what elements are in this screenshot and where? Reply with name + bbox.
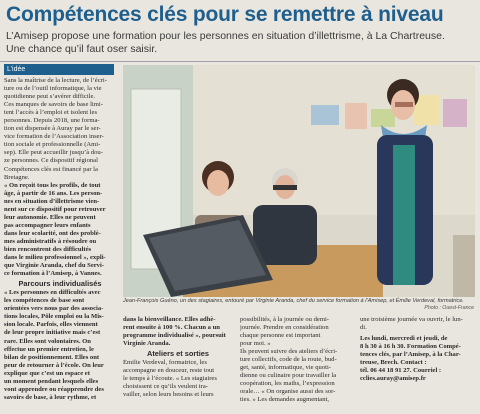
text-line: un moment pendant lesquels elles — [4, 377, 99, 385]
text-line: Sans la maîtrise de la lecture, de l’écri- — [4, 77, 107, 84]
standfirst-line-2: Une chance qu’il faut oser saisir. — [6, 43, 158, 55]
text-line: vice formation de l’Association inser- — [4, 133, 104, 141]
text-line: sep). Elle peut accueillir jusqu’à dou- — [4, 149, 103, 157]
text-line: bilan de positionnement. Elles ont — [4, 353, 100, 361]
text-line: tions locales, Pôle emploi ou la Mis- — [4, 313, 104, 321]
standfirst-line-1: L’Amisep propose une formation pour les personnes en situation d’illettrisme, à La Chartreuse. — [6, 30, 445, 42]
text-line: vont apprendre ou réapprendre des — [4, 385, 104, 393]
text-line: 8 h 30 à 16 h 30. Formation Compé- — [360, 343, 461, 351]
subhead-ateliers: Ateliers et sorties — [146, 349, 210, 359]
text-line: explique que c’est un espace et — [4, 369, 90, 377]
text-line: ze personnes. Ce dispositif régional — [4, 157, 98, 165]
text-line: dans leur scolarité, ont des problè- — [4, 229, 101, 237]
text-line: les compétences de base sont — [4, 297, 85, 305]
text-line: Compétences clés est financé par la — [4, 165, 98, 173]
text-line: get, santé, informatique, vie quoti- — [240, 364, 332, 372]
column-4-body — [360, 316, 474, 332]
text-line: de leur propre initiative mais c’est — [4, 329, 101, 337]
text-line: journée. Prendre en considération — [240, 324, 329, 332]
column-2-body-2 — [123, 359, 233, 399]
text-line: tences clés, par l’Amisep, à la Char- — [360, 351, 461, 359]
column-1 — [4, 77, 116, 411]
header-rule — [0, 61, 480, 62]
text-line: que Virginie Aranda, chef du Servi- — [4, 262, 105, 270]
column-3-body — [240, 316, 352, 405]
text-line: bien rencontrent des difficultés — [4, 245, 92, 253]
text-line: Ces manques de savoirs de base limi- — [4, 101, 103, 109]
text-line: Bretagne. — [4, 173, 30, 181]
text-line: dans le milieu professionnel », expli- — [4, 254, 106, 262]
text-line: di. — [360, 324, 367, 332]
text-line: Émilie Verdeval, formatrice, les — [123, 359, 207, 367]
text-line: dans la bienveillance. Elles adhè- — [123, 316, 216, 323]
text-line: rare. Elles sont volontaires. On — [4, 337, 91, 345]
text-line: le temps à l’écoute. « Les stagiaires — [123, 375, 217, 383]
text-line: coopération, les maths, l’expression — [240, 380, 335, 388]
text-line: choisissent ce qu’ils veulent tra- — [123, 383, 208, 391]
text-line: mes administratifs à résoudre ou — [4, 237, 97, 245]
text-line: chaque personne est important — [240, 332, 321, 340]
text-line: treuse, Brech. Contact : — [360, 359, 427, 367]
aside-body-2 — [4, 289, 116, 402]
text-line: ties. » Les demandes augmentant, — [240, 396, 329, 404]
text-line: pas accompagner leurs enfants — [4, 221, 91, 229]
text-line: nes en situation d’illettrisme vien- — [4, 197, 100, 205]
column-4 — [360, 316, 474, 412]
text-line: vailler, selon leurs besoins et leurs — [123, 391, 214, 399]
text-line: tion sociale et professionnelle (Ami- — [4, 141, 101, 149]
text-line: dienne ou culinaire pour travailler la — [240, 372, 337, 380]
headline: Compétences clés pour se remettre à niveau — [6, 3, 444, 26]
text-line: « Les personnes en difficultés avec — [4, 289, 101, 297]
text-line: âge, à partir de 16 ans. Les person- — [4, 189, 103, 197]
text-line: une troisième journée va ouvrir, le lun- — [360, 316, 463, 323]
article-photo — [123, 65, 475, 297]
text-line: ture ou de l’outil informatique, la vie — [4, 85, 102, 93]
text-line: accompagne en douceur, reste tout — [123, 367, 215, 375]
aside-quote — [4, 182, 116, 279]
text-line: orale… « On organise aussi des sor- — [240, 388, 336, 396]
text-line: tion est dispensée à Auray par le ser- — [4, 125, 101, 133]
column-3 — [240, 316, 352, 412]
text-line: ce formation à l’Amisep, à Vannes. — [4, 270, 102, 278]
text-line: rent ensuite à 100 %. Chacun a un — [123, 324, 220, 332]
photo-credit: Photo : Ouest-France — [424, 305, 474, 311]
aside-title: L’idée — [4, 64, 114, 75]
text-line: nent sur ce dispositif pour retrouver — [4, 205, 106, 213]
text-line: savoirs de base, à leur rythme, et — [4, 393, 97, 401]
column-2 — [123, 316, 233, 412]
text-line: quotidienne peut s’avérer difficile. — [4, 93, 96, 101]
text-line: Les lundi, mercredi et jeudi, de — [360, 335, 448, 343]
text-line: « On reçoit tous les profils, de tout — [4, 181, 101, 189]
text-line: effectue un premier entretien, le — [4, 345, 94, 353]
text-line: personnes. Depuis 2018, une forma- — [4, 117, 100, 125]
text-line: orientées vers nous par des associa- — [4, 305, 104, 313]
text-line: tél. 06 44 18 91 27. Courriel : — [360, 367, 442, 375]
text-line: tent l’accès à l’emploi et isolent les — [4, 109, 98, 117]
text-line: Ils peuvent suivre des ateliers d’écri- — [240, 348, 338, 356]
text-line: leur autonomie. Elles ne peuvent — [4, 213, 96, 221]
text-line: cclies.auray@amisep.fr — [360, 375, 426, 383]
text-line: sion locale. Parfois, elles viennent — [4, 321, 98, 329]
text-line: pour moi. » — [240, 340, 271, 348]
text-line: possibilités, à la journée ou demi- — [240, 316, 329, 323]
photo-caption: Jean-François Guéno, un des stagiaires, entouré par Virginie Aranda, chef du service formation à l’Amisep, et Émilie Verdeval, formatrice. — [123, 298, 464, 304]
aside-body — [4, 77, 116, 182]
subhead-parcours: Parcours individualisés — [18, 279, 102, 289]
text-line: programme individualisé », poursuit — [123, 332, 226, 340]
text-line: peur de retourner à l’école. On leur — [4, 361, 104, 369]
column-2-body — [123, 316, 233, 348]
column-4-practical — [360, 335, 474, 383]
standfirst — [6, 30, 474, 56]
text-line: ture collectifs, code de la route, bud- — [240, 356, 337, 364]
text-line: Virginie Aranda. — [123, 340, 171, 348]
